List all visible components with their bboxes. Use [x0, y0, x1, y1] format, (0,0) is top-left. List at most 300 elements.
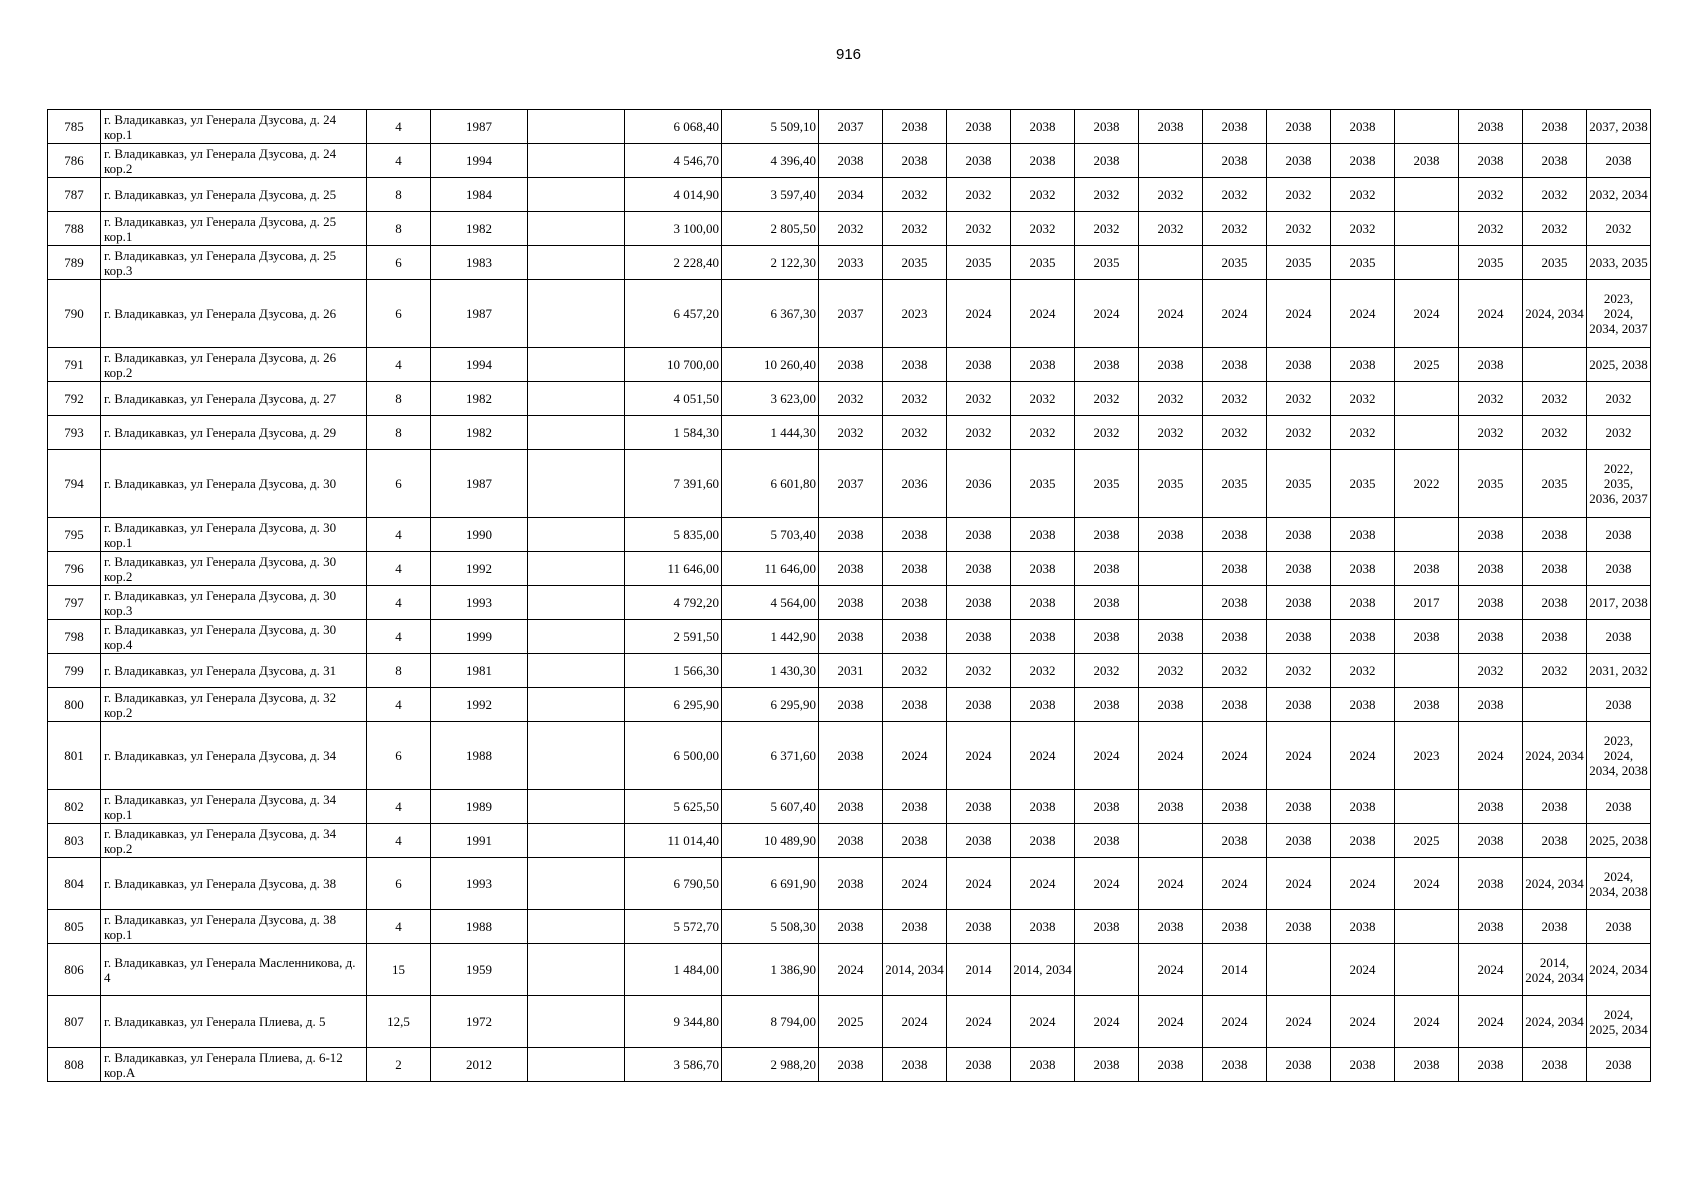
repair-year-cell: 2024 [819, 944, 883, 996]
address-cell: г. Владикавказ, ул Генерала Масленникова, д. 4 [101, 944, 367, 996]
repair-year-cell: 2038 [883, 910, 947, 944]
repair-year-cell: 2035 [947, 246, 1011, 280]
repair-year-cell: 2024 [1267, 280, 1331, 348]
repair-year-cell: 2038 [1459, 144, 1523, 178]
empty-cell [528, 858, 625, 910]
repair-year-cell: 2024 [1139, 858, 1203, 910]
repair-year-cell: 2032 [1331, 382, 1395, 416]
row-number: 799 [48, 654, 101, 688]
repair-year-cell: 2032 [1203, 416, 1267, 450]
repair-year-cell: 2038 [1523, 1048, 1587, 1082]
repair-year-cell: 2023 [1395, 722, 1459, 790]
empty-cell [528, 910, 625, 944]
repair-year-cell: 2038 [1011, 348, 1075, 382]
address-cell: г. Владикавказ, ул Генерала Дзусова, д. 27 [101, 382, 367, 416]
repair-year-cell: 2032 [1459, 416, 1523, 450]
floors-cell: 4 [367, 348, 431, 382]
floors-cell: 6 [367, 280, 431, 348]
repair-year-cell: 2023 [883, 280, 947, 348]
repair-year-cell: 2014 [1203, 944, 1267, 996]
repair-year-cell: 2032 [883, 178, 947, 212]
repair-year-cell: 2038 [1267, 348, 1331, 382]
repair-years-summary-cell: 2023, 2024, 2034, 2038 [1587, 722, 1651, 790]
row-number: 789 [48, 246, 101, 280]
empty-cell [528, 518, 625, 552]
floors-cell: 4 [367, 144, 431, 178]
repair-year-cell: 2038 [1459, 910, 1523, 944]
address-cell: г. Владикавказ, ул Генерала Дзусова, д. 24 кор.2 [101, 144, 367, 178]
total-area-cell: 7 391,60 [625, 450, 722, 518]
repair-year-cell: 2032 [1139, 212, 1203, 246]
floors-cell: 6 [367, 450, 431, 518]
table-row [48, 1048, 1651, 1082]
repair-year-cell: 2032 [1523, 654, 1587, 688]
floors-cell: 8 [367, 212, 431, 246]
empty-cell [528, 110, 625, 144]
repair-year-cell: 2038 [1459, 586, 1523, 620]
repair-year-cell: 2038 [1459, 620, 1523, 654]
repair-years-summary-cell: 2022, 2035, 2036, 2037 [1587, 450, 1651, 518]
repair-year-cell [1139, 586, 1203, 620]
repair-years-summary-cell: 2038 [1587, 790, 1651, 824]
address-cell: г. Владикавказ, ул Генерала Дзусова, д. 26 [101, 280, 367, 348]
empty-cell [528, 824, 625, 858]
repair-year-cell: 2032 [1075, 382, 1139, 416]
repair-year-cell: 2038 [1011, 910, 1075, 944]
address-cell: г. Владикавказ, ул Генерала Дзусова, д. 38 [101, 858, 367, 910]
floors-cell: 6 [367, 722, 431, 790]
repair-year-cell [1075, 944, 1139, 996]
repair-years-summary-cell: 2024, 2034, 2038 [1587, 858, 1651, 910]
empty-cell [528, 688, 625, 722]
repair-year-cell [1139, 144, 1203, 178]
repair-year-cell: 2038 [1523, 110, 1587, 144]
table-row [48, 110, 1651, 144]
repair-year-cell: 2032 [1203, 178, 1267, 212]
repair-year-cell: 2038 [1523, 824, 1587, 858]
address-cell: г. Владикавказ, ул Генерала Плиева, д. 6-12 кор.А [101, 1048, 367, 1082]
repair-year-cell: 2032 [1011, 382, 1075, 416]
repair-year-cell: 2032 [1523, 212, 1587, 246]
empty-cell [528, 212, 625, 246]
floors-cell: 4 [367, 824, 431, 858]
repair-year-cell: 2025 [819, 996, 883, 1048]
repair-year-cell [1395, 654, 1459, 688]
empty-cell [528, 620, 625, 654]
address-cell: г. Владикавказ, ул Генерала Дзусова, д. 34 кор.2 [101, 824, 367, 858]
repair-year-cell [1523, 348, 1587, 382]
repair-year-cell: 2032 [883, 212, 947, 246]
repair-year-cell: 2032 [883, 382, 947, 416]
floors-cell: 4 [367, 620, 431, 654]
repair-year-cell: 2024 [1075, 280, 1139, 348]
total-area-cell: 1 584,30 [625, 416, 722, 450]
repair-year-cell: 2036 [883, 450, 947, 518]
repair-year-cell: 2038 [1267, 688, 1331, 722]
repair-year-cell [1139, 552, 1203, 586]
living-area-cell: 5 509,10 [722, 110, 819, 144]
table-row [48, 688, 1651, 722]
repair-year-cell: 2038 [1523, 620, 1587, 654]
repair-year-cell: 2038 [1075, 910, 1139, 944]
repair-year-cell: 2035 [1331, 450, 1395, 518]
table-row [48, 944, 1651, 996]
repair-year-cell [1395, 246, 1459, 280]
total-area-cell: 5 835,00 [625, 518, 722, 552]
address-cell: г. Владикавказ, ул Генерала Дзусова, д. 30 кор.3 [101, 586, 367, 620]
address-cell: г. Владикавказ, ул Генерала Дзусова, д. 29 [101, 416, 367, 450]
year-built-cell: 1993 [431, 858, 528, 910]
floors-cell: 8 [367, 382, 431, 416]
repair-year-cell: 2038 [819, 518, 883, 552]
repair-year-cell: 2024, 2034 [1523, 996, 1587, 1048]
repair-year-cell: 2032 [1139, 416, 1203, 450]
year-built-cell: 1989 [431, 790, 528, 824]
repair-year-cell: 2038 [1075, 586, 1139, 620]
repair-year-cell: 2032 [1011, 654, 1075, 688]
repair-year-cell: 2038 [819, 144, 883, 178]
repair-year-cell: 2038 [947, 688, 1011, 722]
total-area-cell: 2 228,40 [625, 246, 722, 280]
repair-year-cell: 2024, 2034 [1523, 280, 1587, 348]
total-area-cell: 3 100,00 [625, 212, 722, 246]
address-cell: г. Владикавказ, ул Генерала Дзусова, д. 26 кор.2 [101, 348, 367, 382]
floors-cell: 4 [367, 790, 431, 824]
year-built-cell: 1959 [431, 944, 528, 996]
living-area-cell: 8 794,00 [722, 996, 819, 1048]
table-row [48, 280, 1651, 348]
repair-year-cell: 2024 [1459, 944, 1523, 996]
repair-year-cell: 2038 [1139, 910, 1203, 944]
repair-year-cell: 2024 [1331, 722, 1395, 790]
floors-cell: 8 [367, 178, 431, 212]
repair-year-cell: 2038 [819, 790, 883, 824]
repair-year-cell: 2038 [1331, 824, 1395, 858]
repair-year-cell: 2038 [947, 790, 1011, 824]
repair-year-cell: 2038 [1075, 790, 1139, 824]
repair-year-cell: 2024 [1459, 280, 1523, 348]
repair-year-cell: 2038 [1523, 552, 1587, 586]
repair-year-cell: 2038 [1459, 552, 1523, 586]
living-area-cell: 6 367,30 [722, 280, 819, 348]
living-area-cell: 6 691,90 [722, 858, 819, 910]
repair-year-cell: 2038 [819, 620, 883, 654]
table-row [48, 586, 1651, 620]
address-cell: г. Владикавказ, ул Генерала Дзусова, д. 31 [101, 654, 367, 688]
total-area-cell: 10 700,00 [625, 348, 722, 382]
year-built-cell: 1987 [431, 450, 528, 518]
repair-year-cell: 2032 [1331, 178, 1395, 212]
repair-years-summary-cell: 2038 [1587, 144, 1651, 178]
repair-year-cell: 2032 [1011, 416, 1075, 450]
table-row [48, 212, 1651, 246]
repair-year-cell: 2038 [1011, 144, 1075, 178]
repair-year-cell: 2031 [819, 654, 883, 688]
repair-year-cell: 2035 [1267, 246, 1331, 280]
year-built-cell: 1990 [431, 518, 528, 552]
repair-year-cell: 2035 [1011, 246, 1075, 280]
repair-years-summary-cell: 2032 [1587, 212, 1651, 246]
repair-years-summary-cell: 2038 [1587, 688, 1651, 722]
repair-year-cell: 2038 [1139, 688, 1203, 722]
repair-year-cell: 2035 [883, 246, 947, 280]
total-area-cell: 6 295,90 [625, 688, 722, 722]
repair-year-cell [1139, 246, 1203, 280]
total-area-cell: 5 572,70 [625, 910, 722, 944]
repair-year-cell: 2024 [947, 722, 1011, 790]
table-row [48, 348, 1651, 382]
repair-year-cell: 2038 [947, 518, 1011, 552]
repair-year-cell: 2038 [1075, 1048, 1139, 1082]
repair-year-cell: 2024 [1331, 280, 1395, 348]
row-number: 806 [48, 944, 101, 996]
repair-year-cell: 2038 [1011, 518, 1075, 552]
living-area-cell: 11 646,00 [722, 552, 819, 586]
repair-year-cell [1395, 910, 1459, 944]
repair-year-cell: 2024 [1203, 996, 1267, 1048]
repair-year-cell: 2032 [1459, 178, 1523, 212]
repair-year-cell: 2024 [1075, 996, 1139, 1048]
row-number: 803 [48, 824, 101, 858]
repair-year-cell: 2038 [1011, 552, 1075, 586]
repair-year-cell: 2014, 2034 [1011, 944, 1075, 996]
repair-year-cell: 2038 [947, 824, 1011, 858]
table-row [48, 552, 1651, 586]
repair-year-cell: 2038 [883, 144, 947, 178]
repair-year-cell: 2038 [1075, 110, 1139, 144]
floors-cell: 8 [367, 416, 431, 450]
repair-year-cell: 2033 [819, 246, 883, 280]
table-row [48, 790, 1651, 824]
repair-year-cell: 2038 [1267, 790, 1331, 824]
row-number: 805 [48, 910, 101, 944]
repair-year-cell [1395, 416, 1459, 450]
repair-year-cell: 2038 [947, 348, 1011, 382]
address-cell: г. Владикавказ, ул Генерала Плиева, д. 5 [101, 996, 367, 1048]
repair-year-cell: 2038 [947, 910, 1011, 944]
repair-years-summary-cell: 2032, 2034 [1587, 178, 1651, 212]
year-built-cell: 1981 [431, 654, 528, 688]
repair-year-cell: 2038 [1075, 824, 1139, 858]
repair-year-cell: 2038 [1331, 110, 1395, 144]
repair-year-cell: 2038 [1203, 552, 1267, 586]
empty-cell [528, 722, 625, 790]
empty-cell [528, 416, 625, 450]
total-area-cell: 3 586,70 [625, 1048, 722, 1082]
repair-year-cell: 2038 [1523, 790, 1587, 824]
row-number: 798 [48, 620, 101, 654]
empty-cell [528, 996, 625, 1048]
repair-year-cell: 2038 [819, 586, 883, 620]
repair-year-cell: 2032 [1139, 178, 1203, 212]
repair-year-cell: 2038 [1011, 688, 1075, 722]
repair-year-cell: 2024 [1203, 280, 1267, 348]
repair-year-cell: 2038 [1203, 144, 1267, 178]
repair-year-cell: 2038 [1331, 910, 1395, 944]
repair-year-cell: 2035 [1331, 246, 1395, 280]
living-area-cell: 4 396,40 [722, 144, 819, 178]
repair-year-cell: 2038 [1459, 348, 1523, 382]
floors-cell: 4 [367, 110, 431, 144]
repair-year-cell: 2038 [947, 552, 1011, 586]
row-number: 791 [48, 348, 101, 382]
repair-year-cell: 2035 [1011, 450, 1075, 518]
repair-years-summary-cell: 2024, 2034 [1587, 944, 1651, 996]
repair-year-cell: 2014 [947, 944, 1011, 996]
repair-year-cell: 2038 [819, 722, 883, 790]
repair-year-cell: 2038 [883, 688, 947, 722]
repair-year-cell: 2032 [819, 382, 883, 416]
year-built-cell: 1988 [431, 722, 528, 790]
repair-year-cell: 2038 [1459, 1048, 1523, 1082]
repair-year-cell: 2032 [1267, 178, 1331, 212]
row-number: 804 [48, 858, 101, 910]
living-area-cell: 6 601,80 [722, 450, 819, 518]
address-cell: г. Владикавказ, ул Генерала Дзусова, д. 32 кор.2 [101, 688, 367, 722]
repair-year-cell: 2038 [1523, 518, 1587, 552]
repair-year-cell: 2032 [947, 416, 1011, 450]
repair-year-cell: 2038 [883, 348, 947, 382]
repair-year-cell: 2035 [1267, 450, 1331, 518]
repair-year-cell: 2038 [947, 586, 1011, 620]
repair-year-cell: 2032 [1267, 416, 1331, 450]
repair-year-cell: 2035 [1523, 450, 1587, 518]
repair-year-cell: 2024 [1459, 996, 1523, 1048]
year-built-cell: 1982 [431, 212, 528, 246]
repair-year-cell: 2024 [1203, 722, 1267, 790]
address-cell: г. Владикавказ, ул Генерала Дзусова, д. 34 кор.1 [101, 790, 367, 824]
repair-year-cell: 2038 [1267, 1048, 1331, 1082]
repair-year-cell: 2038 [1267, 110, 1331, 144]
repair-year-cell: 2038 [947, 620, 1011, 654]
empty-cell [528, 1048, 625, 1082]
repair-year-cell: 2032 [1459, 654, 1523, 688]
repair-year-cell: 2038 [883, 586, 947, 620]
table-row [48, 620, 1651, 654]
repair-year-cell: 2036 [947, 450, 1011, 518]
repair-year-cell: 2038 [1395, 552, 1459, 586]
repair-year-cell: 2024 [1267, 996, 1331, 1048]
repair-year-cell: 2038 [947, 1048, 1011, 1082]
repair-year-cell: 2038 [947, 144, 1011, 178]
repair-year-cell [1395, 790, 1459, 824]
repair-year-cell: 2024, 2034 [1523, 858, 1587, 910]
empty-cell [528, 944, 625, 996]
repair-year-cell: 2032 [819, 416, 883, 450]
repair-year-cell: 2024 [1139, 996, 1203, 1048]
total-area-cell: 9 344,80 [625, 996, 722, 1048]
housing-repair-table [47, 109, 1651, 1082]
repair-year-cell: 2032 [1203, 654, 1267, 688]
repair-year-cell: 2038 [1011, 110, 1075, 144]
living-area-cell: 5 607,40 [722, 790, 819, 824]
repair-year-cell: 2038 [1331, 790, 1395, 824]
repair-year-cell: 2032 [1075, 212, 1139, 246]
repair-year-cell: 2038 [883, 110, 947, 144]
repair-year-cell: 2038 [1459, 110, 1523, 144]
row-number: 801 [48, 722, 101, 790]
year-built-cell: 1988 [431, 910, 528, 944]
repair-year-cell: 2025 [1395, 348, 1459, 382]
repair-year-cell: 2025 [1395, 824, 1459, 858]
repair-year-cell: 2024 [1203, 858, 1267, 910]
living-area-cell: 2 122,30 [722, 246, 819, 280]
repair-year-cell: 2038 [1203, 586, 1267, 620]
repair-year-cell: 2014, 2034 [883, 944, 947, 996]
repair-year-cell: 2038 [1203, 790, 1267, 824]
repair-year-cell: 2038 [1075, 620, 1139, 654]
table-row [48, 722, 1651, 790]
repair-year-cell: 2038 [1395, 144, 1459, 178]
repair-year-cell: 2024 [883, 722, 947, 790]
floors-cell: 12,5 [367, 996, 431, 1048]
year-built-cell: 1987 [431, 280, 528, 348]
table-row [48, 144, 1651, 178]
total-area-cell: 4 792,20 [625, 586, 722, 620]
repair-year-cell: 2024 [883, 858, 947, 910]
table-row [48, 910, 1651, 944]
repair-year-cell: 2038 [1395, 620, 1459, 654]
repair-year-cell: 2038 [1459, 688, 1523, 722]
repair-year-cell: 2024 [1011, 996, 1075, 1048]
table-row [48, 450, 1651, 518]
repair-year-cell: 2038 [1267, 552, 1331, 586]
total-area-cell: 5 625,50 [625, 790, 722, 824]
repair-year-cell: 2035 [1459, 246, 1523, 280]
total-area-cell: 1 484,00 [625, 944, 722, 996]
repair-year-cell: 2038 [819, 1048, 883, 1082]
repair-year-cell: 2038 [1267, 910, 1331, 944]
total-area-cell: 4 051,50 [625, 382, 722, 416]
row-number: 794 [48, 450, 101, 518]
repair-year-cell: 2038 [1203, 824, 1267, 858]
repair-year-cell: 2032 [1331, 654, 1395, 688]
living-area-cell: 4 564,00 [722, 586, 819, 620]
repair-year-cell: 2038 [1011, 790, 1075, 824]
repair-year-cell: 2038 [1203, 688, 1267, 722]
repair-year-cell: 2038 [1139, 620, 1203, 654]
repair-year-cell: 2032 [1139, 382, 1203, 416]
repair-year-cell: 2022 [1395, 450, 1459, 518]
empty-cell [528, 450, 625, 518]
total-area-cell: 11 646,00 [625, 552, 722, 586]
address-cell: г. Владикавказ, ул Генерала Дзусова, д. 34 [101, 722, 367, 790]
repair-year-cell: 2032 [1011, 212, 1075, 246]
repair-year-cell: 2032 [1459, 382, 1523, 416]
empty-cell [528, 790, 625, 824]
repair-year-cell: 2037 [819, 280, 883, 348]
repair-year-cell: 2037 [819, 450, 883, 518]
living-area-cell: 5 703,40 [722, 518, 819, 552]
repair-year-cell: 2038 [1331, 620, 1395, 654]
address-cell: г. Владикавказ, ул Генерала Дзусова, д. 30 [101, 450, 367, 518]
repair-years-summary-cell: 2025, 2038 [1587, 824, 1651, 858]
empty-cell [528, 144, 625, 178]
table-row [48, 518, 1651, 552]
repair-year-cell: 2024 [947, 996, 1011, 1048]
repair-year-cell [1395, 382, 1459, 416]
repair-year-cell: 2038 [1139, 348, 1203, 382]
repair-year-cell: 2038 [1459, 858, 1523, 910]
repair-year-cell: 2038 [1075, 348, 1139, 382]
repair-year-cell: 2035 [1203, 450, 1267, 518]
repair-years-summary-cell: 2038 [1587, 1048, 1651, 1082]
floors-cell: 8 [367, 654, 431, 688]
repair-year-cell: 2035 [1203, 246, 1267, 280]
table-row [48, 382, 1651, 416]
row-number: 793 [48, 416, 101, 450]
empty-cell [528, 280, 625, 348]
